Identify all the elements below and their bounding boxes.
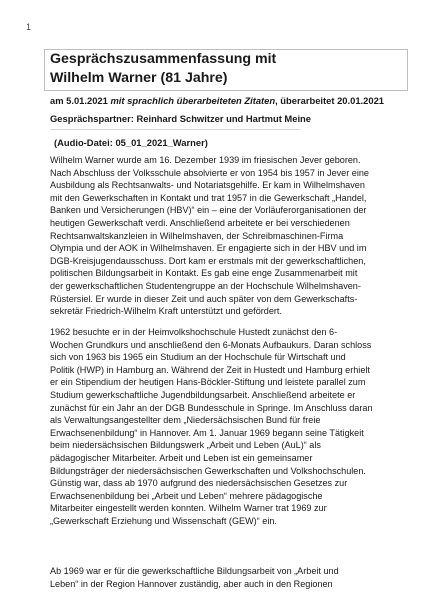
title-line-1: Gesprächszusammenfassung mit — [50, 51, 277, 67]
text-line: als Verwaltungsangestellter dem „Niedersächsischen Bund für freie — [50, 415, 321, 426]
text-line: Studium gewerkschaftliche Jugendbildungsarbeit. Anschließend arbeitete er — [50, 389, 356, 400]
text-line: mit den Gewerkschaften in Kontakt und trat 1957 in die Gewerkschaft „Handel, — [50, 192, 367, 203]
audio-file-reference: (Audio-Datei: 05_01_2021_Warner) — [54, 137, 208, 148]
text-line: sekretär Friedrich-Wilhelm Kraft unterstützt und gefördert. — [50, 306, 282, 317]
text-line: Leben“ in der Region Hannover zuständig, aber auch in den Regionen — [50, 578, 333, 589]
text-line: Erwachsenenbildung“ in Hannover. Am 1. Januar 1969 begann seine Tätigkeit — [50, 427, 364, 438]
paragraph-1 — [50, 154, 416, 318]
text-line: Nach Abschluss der Volksschule absolvierte er von 1954 bis 1957 in Jever eine — [50, 167, 369, 178]
text-line: heutigen Gewerkschaft verdi. Anschließend arbeitete er bei verschiedenen — [50, 217, 350, 228]
date-line — [50, 95, 410, 106]
paragraph-3 — [50, 565, 416, 590]
text-line: Wochen Grundkurs und anschließend den 6-Monats Aufbaukurs. Daran schloss — [50, 339, 372, 350]
text-line: Erwachsenenbildung bei „Arbeit und Leben“ mehrere pädagogische — [50, 490, 323, 501]
text-line: Rechtsanwaltskanzleien in Wilhelmshaven, der Schreibmaschinen-Firma — [50, 230, 344, 241]
text-line: zunächst für ein Jahr an der DGB Bundesschule in Springe. Im Anschluss daran — [50, 402, 373, 413]
date-note: mit sprachlich überarbeiteten Zitaten — [110, 95, 276, 106]
interview-partners: Gesprächspartner: Reinhard Schwitzer und Hartmut Meine — [50, 113, 311, 124]
text-line: er ein Stipendium der heutigen Hans-Böckler-Stiftung und leistete parallel zum — [50, 377, 366, 388]
text-line: beim niedersächsischen Bildungswerk „Arbeit und Leben (AuL)“ als — [50, 440, 321, 451]
document-title — [50, 50, 406, 88]
title-line-2: Wilhelm Warner (81 Jahre) — [50, 70, 228, 86]
paragraph-2 — [50, 326, 416, 528]
text-line: Wilhelm Warner wurde am 16. Dezember 1939 im friesischen Jever geboren. — [50, 155, 361, 165]
page-number: 1 — [26, 22, 32, 32]
text-line: Günstig war, dass ab 1970 aufgrund des niedersächsischen Gesetzes zur — [50, 478, 348, 489]
text-line: Ab 1969 war er für die gewerkschaftliche Bildungsarbeit von „Arbeit und — [50, 566, 339, 576]
text-line: Ausbildung als Rechtsanwalts- und Notariatsgehilfe. Er kam in Wilhelmshaven — [50, 180, 365, 191]
date-prefix: am 5.01.2021 — [50, 95, 111, 106]
text-line: politischen Bildungsarbeit in Kontakt. Es gab eine enge Zusammenarbeit mit — [50, 268, 358, 279]
text-line: sich von 1963 bis 1965 ein Studium an der Hochschule für Wirtschaft und — [50, 352, 346, 363]
text-line: der gewerkschaftlichen Studentengruppe an der Hochschule Wilhelmshaven- — [50, 280, 361, 291]
text-line: Mitarbeiter eingestellt werden konnten. Wilhelm Warner trat 1969 zur — [50, 503, 327, 514]
text-line: DGB-Kreisjugendausschuss. Dort kam er erstmals mit der gewerkschaftlichen, — [50, 255, 366, 266]
text-line: Banken und Versicherungen (HBV)“ ein – eine der Vorläuferorganisationen der — [50, 205, 367, 216]
date-suffix: , überarbeitet 20.01.2021 — [275, 95, 385, 106]
text-line: 1962 besuchte er in der Heimvolkshochschule Hustedt zunächst den 6- — [50, 327, 338, 337]
text-line: Politik (HWP) in Hamburg an. Während der Zeit in Hustedt und Hamburg erhielt — [50, 364, 370, 375]
text-line: pädagogischer Mitarbeiter. Arbeit und Leben ist ein gemeinsamer — [50, 452, 313, 463]
text-line: Bildungsträger der niedersächsischen Gewerkschaften und Volkshochschulen. — [50, 465, 366, 476]
text-line: Olympia und der AOK in Wilhelmshaven. Er engagierte sich in der HBV und im — [50, 243, 367, 254]
text-line: „Gewerkschaft Erziehung und Wissenschaft (GEW)“ ein. — [50, 515, 277, 526]
text-line: Rüstersiel. Er wurde in dieser Zeit und auch später von dem Gewerkschafts- — [50, 293, 358, 304]
